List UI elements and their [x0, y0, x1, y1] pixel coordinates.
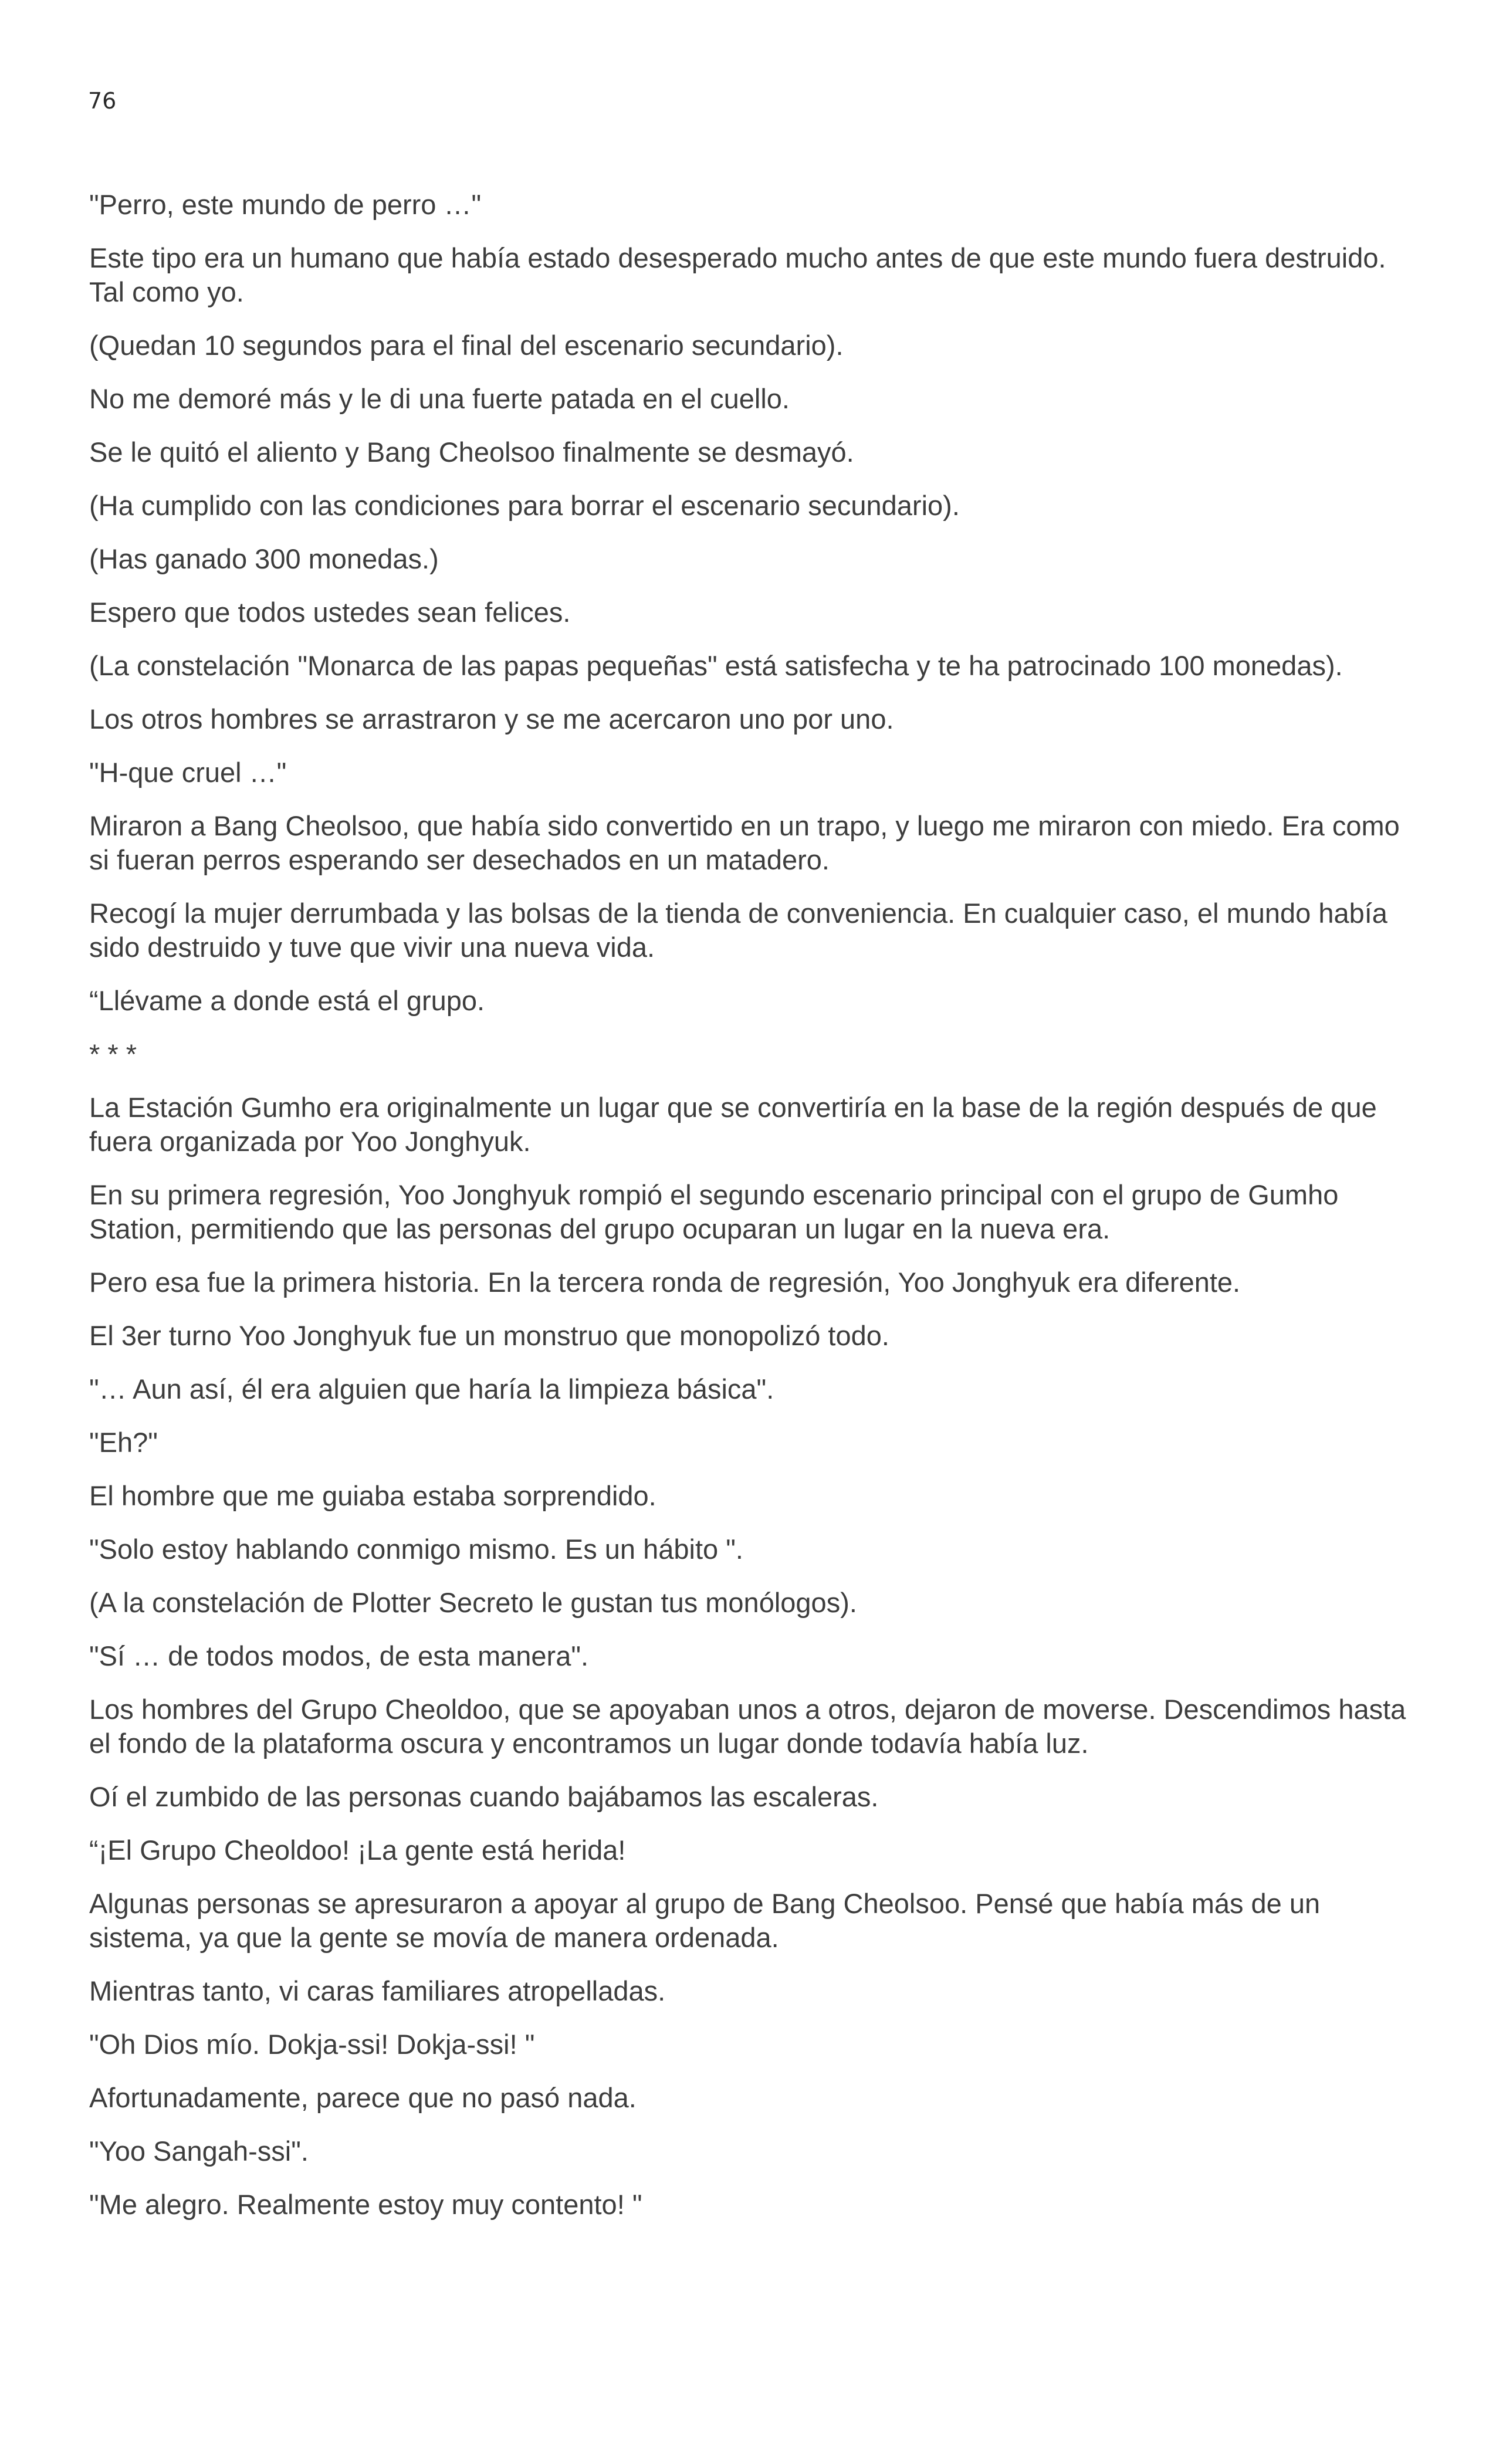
- paragraph: Espero que todos ustedes sean felices.: [89, 597, 571, 628]
- paragraph: En su primera regresión, Yoo Jonghyuk rompió el segundo escenario principal con el grupo de Gumho Station, permitiendo que las personas del grupo ocuparan un lugar en la nueva era.: [89, 1179, 1339, 1244]
- paragraph: "Yoo Sangah-ssi".: [89, 2135, 309, 2167]
- paragraph: (A la constelación de Plotter Secreto le gustan tus monólogos).: [89, 1587, 857, 1618]
- paragraph: Se le quitó el aliento y Bang Cheolsoo finalmente se desmayó.: [89, 436, 854, 468]
- paragraph: "Perro, este mundo de perro …": [89, 189, 482, 220]
- paragraph: Algunas personas se apresuraron a apoyar al grupo de Bang Cheolsoo. Pensé que había más de un sistema, ya que la gente se movía de manera ordenada.: [89, 1888, 1321, 1953]
- paragraph: No me demoré más y le di una fuerte patada en el cuello.: [89, 383, 790, 414]
- paragraph: Miraron a Bang Cheolsoo, que había sido convertido en un trapo, y luego me miraron con miedo. Era como si fueran perros esperando ser desechados en un matadero.: [89, 810, 1400, 875]
- paragraph: "Me alegro. Realmente estoy muy contento! ": [89, 2189, 642, 2220]
- paragraph: El 3er turno Yoo Jonghyuk fue un monstruo que monopolizó todo.: [89, 1320, 889, 1351]
- paragraph: Pero esa fue la primera historia. En la tercera ronda de regresión, Yoo Jonghyuk era diferente.: [89, 1267, 1241, 1298]
- body-text: [89, 188, 1421, 2241]
- paragraph: El hombre que me guiaba estaba sorprendido.: [89, 1480, 656, 1511]
- paragraph: (La constelación "Monarca de las papas pequeñas" está satisfecha y te ha patrocinado 100 monedas).: [89, 650, 1343, 681]
- paragraph: "Oh Dios mío. Dokja-ssi! Dokja-ssi! ": [89, 2029, 535, 2060]
- paragraph: "… Aun así, él era alguien que haría la limpieza básica".: [89, 1373, 774, 1404]
- paragraph: Los hombres del Grupo Cheoldoo, que se apoyaban unos a otros, dejaron de moverse. Descendimos hasta el fondo de la plataforma oscura y encontramos un lugar donde todavía había luz.: [89, 1694, 1406, 1759]
- paragraph: "Eh?": [89, 1427, 158, 1458]
- paragraph: (Ha cumplido con las condiciones para borrar el escenario secundario).: [89, 490, 960, 521]
- paragraph: Recogí la mujer derrumbada y las bolsas de la tienda de conveniencia. En cualquier caso, el mundo había sido destruido y tuve que vivir una nueva vida.: [89, 898, 1387, 963]
- paragraph: Mientras tanto, vi caras familiares atropelladas.: [89, 1975, 666, 2006]
- paragraph: "Solo estoy hablando conmigo mismo. Es un hábito ".: [89, 1534, 743, 1565]
- paragraph: "H-que cruel …": [89, 757, 287, 788]
- scene-break: * * *: [89, 1038, 137, 1069]
- paragraph: “Llévame a donde está el grupo.: [89, 985, 485, 1016]
- paragraph: Este tipo era un humano que había estado desesperado mucho antes de que este mundo fuera destruido. Tal como yo.: [89, 242, 1386, 307]
- paragraph: (Quedan 10 segundos para el final del escenario secundario).: [89, 330, 844, 361]
- paragraph: Oí el zumbido de las personas cuando bajábamos las escaleras.: [89, 1781, 879, 1812]
- paragraph: "Sí … de todos modos, de esta manera".: [89, 1640, 589, 1671]
- paragraph: Afortunadamente, parece que no pasó nada.: [89, 2082, 637, 2113]
- paragraph: (Has ganado 300 monedas.): [89, 543, 439, 574]
- page-number: 76: [88, 88, 117, 114]
- paragraph: “¡El Grupo Cheoldoo! ¡La gente está herida!: [89, 1835, 626, 1866]
- paragraph: La Estación Gumho era originalmente un lugar que se convertiría en la base de la región después de que fuera organizada por Yoo Jonghyuk.: [89, 1092, 1377, 1157]
- paragraph: Los otros hombres se arrastraron y se me acercaron uno por uno.: [89, 703, 894, 735]
